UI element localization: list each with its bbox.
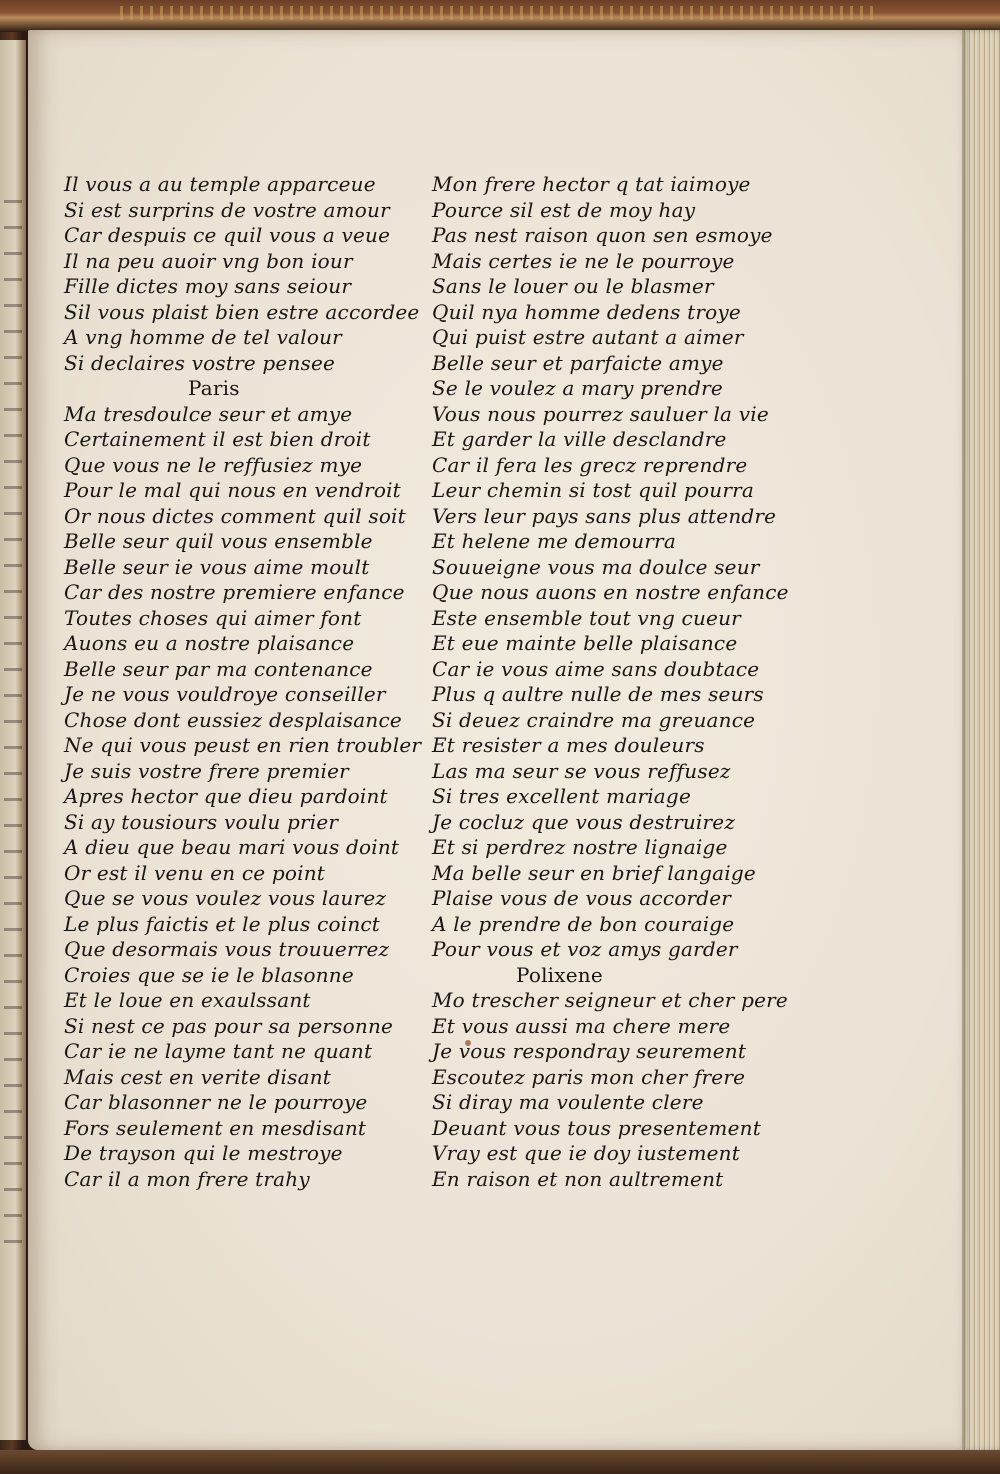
verse-line: Car il a mon frere trahy <box>64 1166 310 1191</box>
verse-line: Si tres excellent mariage <box>432 784 691 808</box>
verse-line: Que nous auons en nostre enfance <box>432 580 789 604</box>
verse-line: Car despuis ce quil vous a veue <box>64 223 391 247</box>
book-top-edge <box>0 0 1000 32</box>
verse-line: Que se vous voulez vous laurez <box>64 886 387 910</box>
verse-line: Car il fera les grecz reprendre <box>432 452 748 477</box>
verse-line: Toutes choses qui aimer font <box>64 605 362 630</box>
verse-line: Et vous aussi ma chere mere <box>432 1013 731 1038</box>
verse-line: Ne qui vous peust en rien troubler <box>64 733 422 757</box>
verse-line: Croies que se ie le blasonne <box>64 962 354 987</box>
verse-line: Belle seur quil vous ensemble <box>64 529 373 553</box>
verse-line: Si nest ce pas pour sa personne <box>64 1013 394 1038</box>
verse-line: Si declaires vostre pensee <box>64 350 336 375</box>
verse-line: Et eue mainte belle plaisance <box>432 631 738 655</box>
verse-line: Vers leur pays sans plus attendre <box>432 503 777 528</box>
verse-line: Que vous ne le reffusiez mye <box>64 452 363 477</box>
verse-line: Leur chemin si tost quil pourra <box>432 478 754 502</box>
verse-line: Las ma seur se vous reffusez <box>432 758 731 783</box>
verse-line: Je ne vous vouldroye conseiller <box>64 682 386 706</box>
verse-line: Plus q aultre nulle de mes seurs <box>432 682 764 706</box>
verse-line: Quil nya homme dedens troye <box>432 299 741 324</box>
verse-line: Belle seur ie vous aime moult <box>64 554 370 579</box>
verse-line: Belle seur et parfaicte amye <box>432 350 724 375</box>
verse-line: A dieu que beau mari vous doint <box>64 835 400 859</box>
verse-line: Mon frere hector q tat iaimoye <box>432 172 751 196</box>
verse-line: Apres hector que dieu pardoint <box>64 784 388 808</box>
verse-line: Si diray ma voulente clere <box>432 1090 704 1114</box>
verse-line: Si deuez craindre ma greuance <box>432 707 756 732</box>
verse-line: Il vous a au temple apparceue <box>64 172 376 196</box>
verse-line: Car des nostre premiere enfance <box>64 580 405 604</box>
verse-line: Chose dont eussiez desplaisance <box>64 707 402 732</box>
verse-line: Sil vous plaist bien estre accordee <box>64 299 420 324</box>
verse-line: Deuant vous tous presentement <box>432 1115 761 1140</box>
verse-line: Que desormais vous trouuerrez <box>64 937 390 961</box>
verse-line: Se le voulez a mary prendre <box>432 376 723 400</box>
left-text-column <box>64 172 422 1192</box>
verse-line: Je cocluz que vous destruirez <box>432 809 736 834</box>
verse-line: Je suis vostre frere premier <box>64 758 349 783</box>
verse-line: Vous nous pourrez sauluer la vie <box>432 401 769 426</box>
verse-line: Pour vous et voz amys garder <box>432 937 738 961</box>
verse-line: Vray est que ie doy iustement <box>432 1141 740 1165</box>
verse-line: Souueigne vous ma doulce seur <box>432 554 760 579</box>
verse-line: Ma tresdoulce seur et amye <box>64 401 353 426</box>
verse-line: Auons eu a nostre plaisance <box>64 631 355 655</box>
verse-line: Je vous respondray seurement <box>432 1039 747 1063</box>
verse-line: Pas nest raison quon sen esmoye <box>432 223 773 247</box>
verse-line: En raison et non aultrement <box>432 1166 724 1191</box>
verse-line: Et garder la ville desclandre <box>432 427 727 451</box>
verse-line: Mo trescher seigneur et cher pere <box>432 988 788 1012</box>
verse-line: A vng homme de tel valour <box>64 325 342 349</box>
verse-line: Escoutez paris mon cher frere <box>432 1064 746 1089</box>
verse-line: Car ie ne layme tant ne quant <box>64 1039 373 1063</box>
verse-line: Plaise vous de vous accorder <box>432 886 732 910</box>
verse-line: De trayson qui le mestroye <box>64 1141 343 1165</box>
verse-line: Or est il venu en ce point <box>64 860 326 885</box>
verse-line: Si est surprins de vostre amour <box>64 197 390 222</box>
verse-line: Et le loue en exaulssant <box>64 988 311 1012</box>
verse-line: Sans le louer ou le blasmer <box>432 274 714 298</box>
verse-line: A le prendre de bon couraige <box>432 911 735 936</box>
page-stack-edge <box>962 30 1000 1450</box>
speaker-heading: Paris <box>188 376 240 400</box>
verse-line: Ma belle seur en brief langaige <box>432 860 756 885</box>
verse-line: Et resister a mes douleurs <box>432 733 705 757</box>
verse-line: Or nous dictes comment quil soit <box>64 503 406 528</box>
verse-line: Mais cest en verite disant <box>64 1064 332 1089</box>
verse-line: Le plus faictis et le plus coinct <box>64 911 381 936</box>
verse-line: Pour le mal qui nous en vendroit <box>64 478 401 502</box>
book-bottom-edge <box>0 1450 1000 1474</box>
verse-line: Certainement il est bien droit <box>64 427 371 451</box>
verse-line: Pource sil est de moy hay <box>432 197 696 222</box>
verse-line: Fors seulement en mesdisant <box>64 1115 367 1140</box>
facing-page-edge <box>0 40 26 1440</box>
right-text-column <box>432 172 804 1192</box>
verse-line: Et si perdrez nostre lignaige <box>432 835 728 859</box>
verse-line: Qui puist estre autant a aimer <box>432 325 744 349</box>
speaker-heading: Polixene <box>516 962 603 987</box>
gilt-edge-ornament <box>120 6 880 20</box>
verse-line: Fille dictes moy sans seiour <box>64 274 352 298</box>
verse-line: Si ay tousiours voulu prier <box>64 809 339 834</box>
verse-line: Car ie vous aime sans doubtace <box>432 656 760 681</box>
verse-line: Mais certes ie ne le pourroye <box>432 248 735 273</box>
verse-line: Car blasonner ne le pourroye <box>64 1090 368 1114</box>
facing-page-text-fragments <box>4 200 22 1260</box>
verse-line: Belle seur par ma contenance <box>64 656 373 681</box>
verse-line: Este ensemble tout vng cueur <box>432 605 741 630</box>
verse-line: Il na peu auoir vng bon iour <box>64 248 353 273</box>
verse-line: Et helene me demourra <box>432 529 676 553</box>
